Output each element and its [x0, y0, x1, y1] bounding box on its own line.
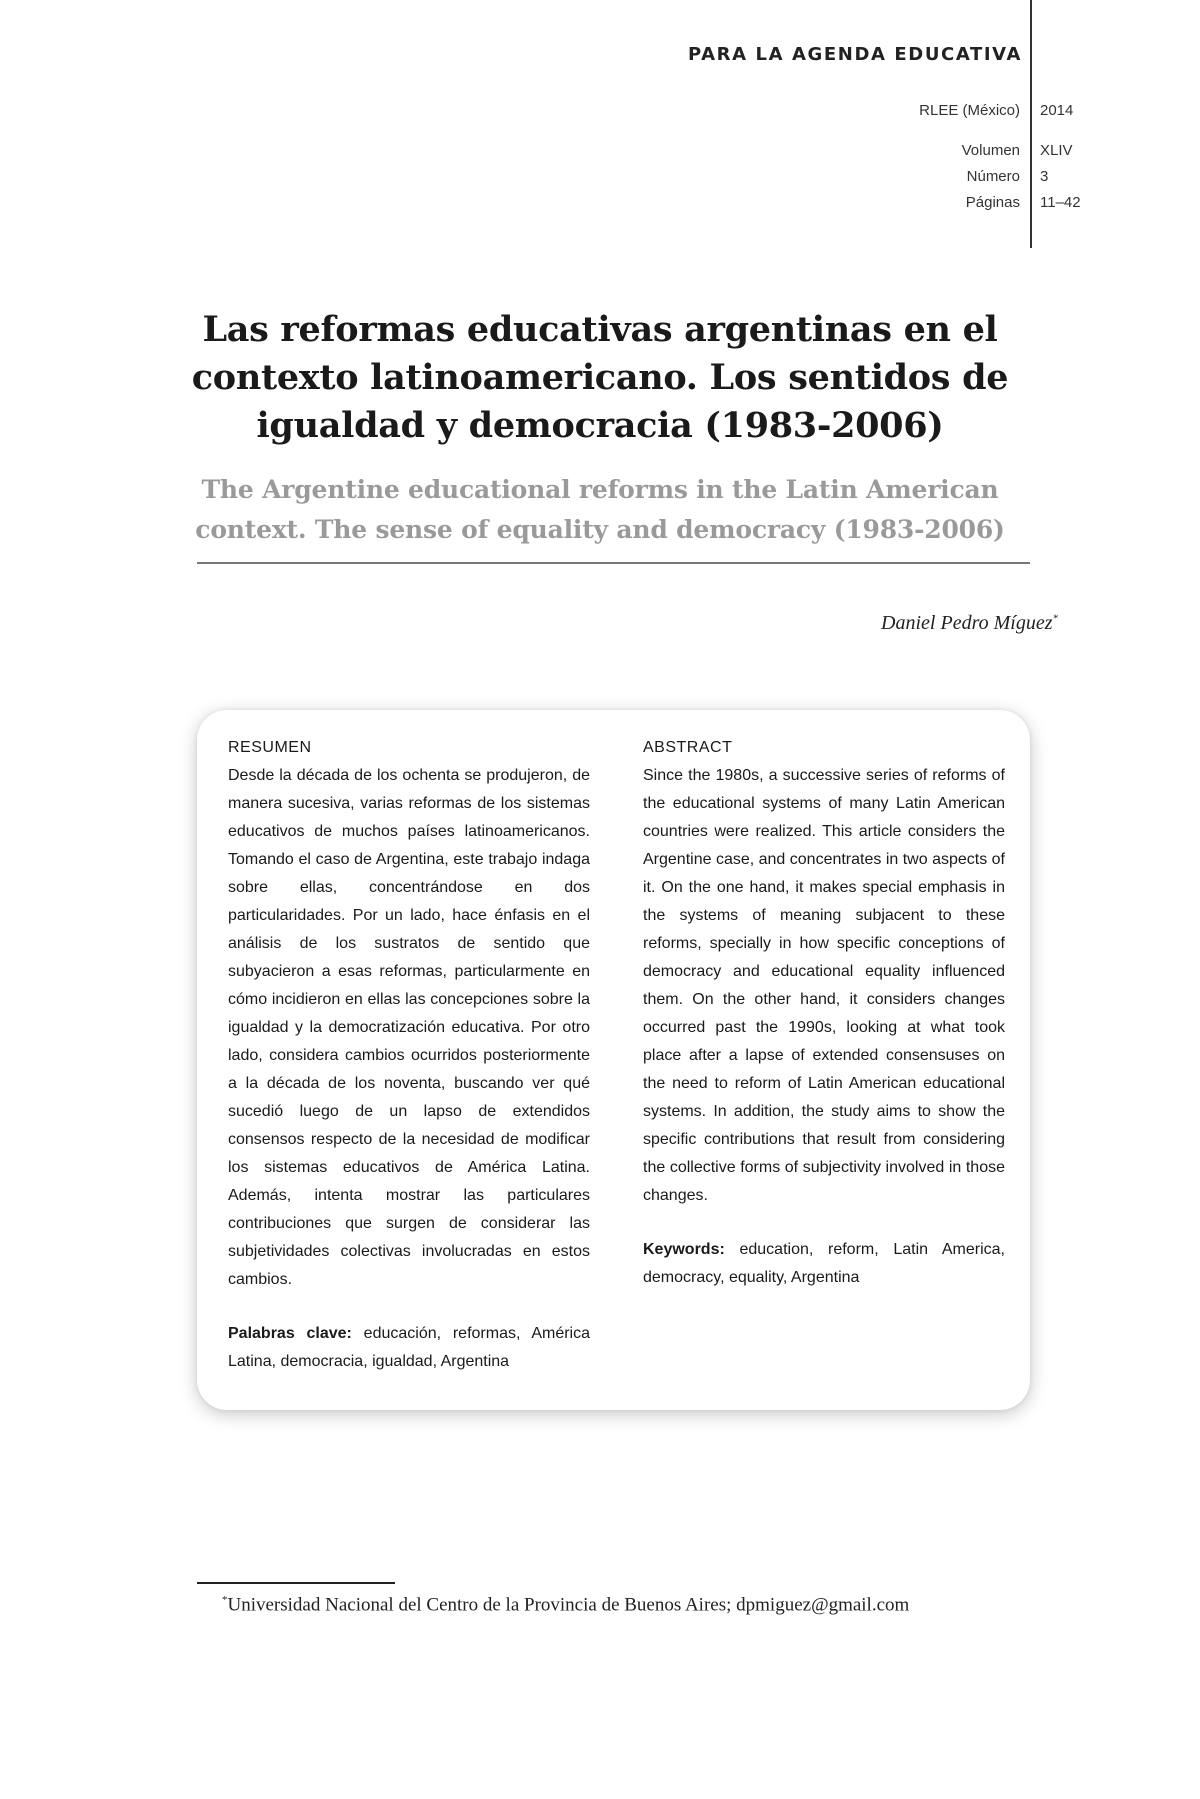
abstract-keywords-list: education, reform, Latin America, democracy, equality, Argentina — [643, 1241, 1005, 1286]
abstract-keywords-label: Keywords: — [643, 1241, 725, 1258]
journal-meta-values — [1040, 98, 1160, 216]
resumen-body: Desde la década de los ochenta se produjeron, de manera sucesiva, varias reformas de los sistemas educativos de muchos países latinoamericanos. Tomando el caso de Argentina, este trabajo indaga sobre ellas, concentrándose en dos particularidades. Por un lado, hace énfasis en el análisis de los sustratos de sentido que subyacieron a esas reformas, particularmente en cómo incidieron en ellas las concepciones sobre la igualdad y la democratización educativa. Por otro lado, considera cambios ocurridos posteriormente a la década de los noventa, buscando ver qué sucedió luego de un lapso de extendidos consensos respecto de la necesidad de modificar los sistemas educativos de América Latina. Además, intenta mostrar las particulares contribuciones que surgen de considerar las subjetividades colectivas involucradas en estos cambios. — [228, 767, 590, 1288]
journal-year: 2014 — [1040, 102, 1074, 119]
author-name: Daniel Pedro Míguez — [881, 612, 1053, 634]
number-value: 3 — [1040, 168, 1049, 185]
title-divider — [197, 562, 1030, 564]
pages-label: Páginas — [965, 194, 1020, 211]
footnote-divider — [197, 1582, 395, 1584]
resumen-heading: RESUMEN — [228, 739, 312, 756]
author-line — [881, 612, 1058, 635]
journal-meta-labels — [880, 98, 1020, 216]
footnote-text: Universidad Nacional del Centro de la Provincia de Buenos Aires; dpmiguez@gmail.com — [227, 1594, 910, 1616]
number-label: Número — [966, 168, 1020, 185]
footnote — [222, 1594, 1082, 1616]
header-divider — [1030, 0, 1032, 248]
resumen-column — [228, 734, 590, 1376]
section-label: PARA LA AGENDA EDUCATIVA — [687, 44, 1022, 65]
abstract-keywords — [643, 1236, 1005, 1292]
resumen-keywords — [228, 1320, 590, 1376]
abstract-column — [643, 734, 1005, 1292]
journal-label: RLEE (México) — [919, 102, 1020, 119]
author-footnote-mark: * — [1052, 612, 1058, 625]
resumen-keywords-label: Palabras clave: — [228, 1325, 352, 1342]
abstract-body: Since the 1980s, a successive series of reforms of the educational systems of many Latin American countries were realized. This article considers the Argentine case, and concentrates in two aspects of it. On the one hand, it makes special emphasis in the systems of meaning subjacent to these reforms, specially in how specific conceptions of democracy and educational equality influenced them. On the other hand, it considers changes occurred past the 1990s, looking at what took place after a lapse of extended consensuses on the need to reform of Latin American educational systems. In addition, the study aims to show the specific contributions that result from considering the collective forms of subjectivity involved in those changes. — [643, 767, 1005, 1204]
pages-value: 11–42 — [1040, 194, 1081, 211]
title-spanish: Las reformas educativas argentinas en el contexto latinoamericano. Los sentidos de igualdad y democracia (1983-2006) — [191, 309, 1009, 446]
footnote-mark: * — [222, 1594, 228, 1606]
volume-label: Volumen — [961, 142, 1020, 159]
resumen-keywords-list: educación, reformas, América Latina, democracia, igualdad, Argentina — [228, 1325, 590, 1370]
abstract-heading: ABSTRACT — [643, 739, 733, 756]
title-english: The Argentine educational reforms in the Latin American context. The sense of equality and democracy (1983-2006) — [195, 475, 1005, 544]
volume-value: XLIV — [1040, 142, 1073, 159]
